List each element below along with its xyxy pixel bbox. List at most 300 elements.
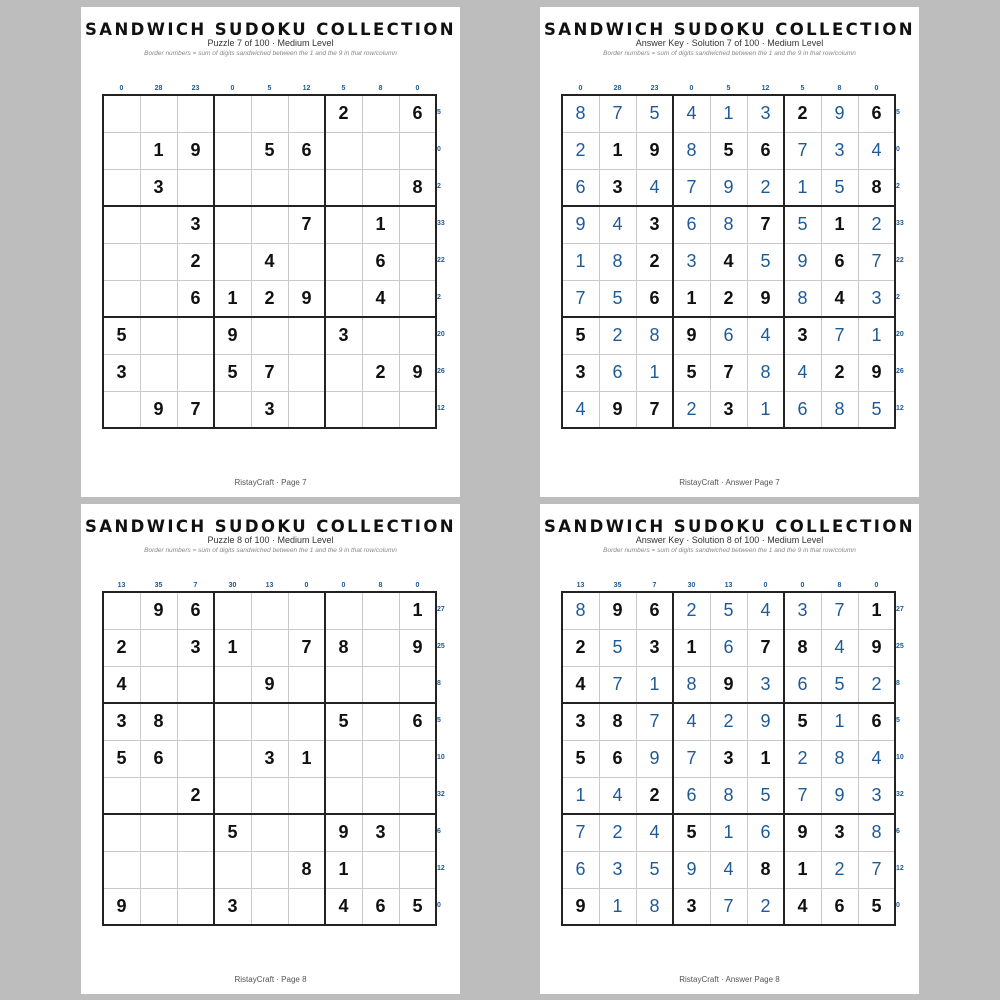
sudoku-cell: 9 <box>797 251 808 271</box>
sudoku-cell: 4 <box>797 362 808 382</box>
sudoku-cell: 8 <box>834 748 845 768</box>
sudoku-cell: 5 <box>723 600 734 620</box>
sudoku-cell: 5 <box>227 822 238 842</box>
sudoku-cell <box>399 814 436 851</box>
sudoku-cell: 5 <box>871 896 882 916</box>
sudoku-cell: 2 <box>264 288 275 308</box>
sudoku-cell <box>103 243 140 280</box>
sudoku-cell: 7 <box>190 399 201 419</box>
sudoku-cell <box>214 703 251 740</box>
sudoku-cell: 1 <box>375 214 386 234</box>
sudoku-grid <box>562 95 895 428</box>
row-clue: 5 <box>437 109 441 116</box>
sudoku-cell <box>325 592 362 629</box>
sudoku-cell: 7 <box>264 362 275 382</box>
sudoku-cell: 8 <box>649 896 660 916</box>
sudoku-cell <box>362 169 399 206</box>
row-clue: 0 <box>896 902 900 909</box>
row-clue: 8 <box>896 680 900 687</box>
sudoku-cell: 5 <box>834 177 845 197</box>
column-clue: 0 <box>230 85 235 92</box>
sudoku-cell <box>140 280 177 317</box>
sudoku-cell: 1 <box>153 140 164 160</box>
sudoku-cell: 7 <box>797 140 808 160</box>
sudoku-cell: 6 <box>575 859 586 879</box>
collection-title: SANDWICH SUDOKU COLLECTION <box>85 517 456 536</box>
column-clue: 23 <box>650 85 659 92</box>
sudoku-cell: 1 <box>338 859 349 879</box>
rule-note: Border numbers = sum of digits sandwiched between the 1 and the 9 in that row/column <box>144 547 397 554</box>
column-clue: 0 <box>800 582 805 589</box>
sudoku-cell: 8 <box>871 177 882 197</box>
sudoku-cell: 3 <box>116 362 127 382</box>
sudoku-cell: 5 <box>760 251 771 271</box>
row-clue: 27 <box>437 606 445 613</box>
sudoku-cell: 1 <box>686 637 697 657</box>
sudoku-cell: 2 <box>649 251 660 271</box>
row-clue: 32 <box>896 791 904 798</box>
sudoku-cell: 2 <box>190 785 201 805</box>
column-clue: 12 <box>302 85 311 92</box>
sudoku-cell: 9 <box>412 362 423 382</box>
sudoku-cell <box>288 317 325 354</box>
sudoku-cell: 1 <box>575 251 586 271</box>
sudoku-cell: 9 <box>338 822 349 842</box>
column-clue: 28 <box>613 85 622 92</box>
sudoku-cell: 3 <box>375 822 386 842</box>
row-clue: 0 <box>437 902 441 909</box>
sudoku-cell <box>251 814 288 851</box>
sudoku-cell: 9 <box>871 637 882 657</box>
row-clue: 33 <box>896 220 904 227</box>
sudoku-cell <box>214 666 251 703</box>
sudoku-cell <box>325 132 362 169</box>
sudoku-cell <box>288 703 325 740</box>
page-subtitle: Answer Key · Solution 8 of 100 · Medium Level <box>635 535 824 545</box>
sudoku-cell <box>214 132 251 169</box>
column-clue: 30 <box>228 582 237 589</box>
sudoku-cell <box>214 740 251 777</box>
sudoku-cell: 6 <box>575 177 586 197</box>
sudoku-cell: 6 <box>375 251 386 271</box>
sudoku-cell <box>177 354 214 391</box>
sudoku-cell: 9 <box>723 674 734 694</box>
sudoku-cell: 8 <box>686 674 697 694</box>
row-clue: 26 <box>437 368 445 375</box>
sudoku-cell: 2 <box>760 896 771 916</box>
sudoku-cell <box>325 169 362 206</box>
sudoku-cell: 7 <box>797 785 808 805</box>
sudoku-cell <box>103 391 140 428</box>
sudoku-cell <box>399 132 436 169</box>
row-clue: 27 <box>896 606 904 613</box>
sudoku-cell <box>103 169 140 206</box>
sudoku-cell: 2 <box>686 399 697 419</box>
sudoku-cell: 1 <box>686 288 697 308</box>
sudoku-cell: 9 <box>686 859 697 879</box>
row-clue: 12 <box>437 405 445 412</box>
sudoku-cell: 4 <box>723 251 734 271</box>
sudoku-cell: 2 <box>871 214 882 234</box>
column-clue: 0 <box>763 582 768 589</box>
sudoku-cell: 3 <box>153 177 164 197</box>
sudoku-cell: 1 <box>797 859 808 879</box>
sudoku-cell: 9 <box>575 214 586 234</box>
sudoku-cell: 5 <box>575 325 586 345</box>
sudoku-cell <box>214 391 251 428</box>
sudoku-cell: 5 <box>797 214 808 234</box>
sudoku-cell: 4 <box>871 140 882 160</box>
sudoku-cell: 4 <box>649 177 660 197</box>
page-footer: RistayCraft · Page 8 <box>234 975 307 984</box>
sudoku-cell: 7 <box>834 600 845 620</box>
sudoku-cell: 2 <box>575 637 586 657</box>
sudoku-cell: 2 <box>116 637 127 657</box>
sudoku-cell <box>214 243 251 280</box>
sudoku-cell: 9 <box>301 288 312 308</box>
sudoku-cell <box>251 317 288 354</box>
sudoku-cell: 9 <box>153 600 164 620</box>
sudoku-cell: 2 <box>649 785 660 805</box>
sudoku-cell: 2 <box>612 325 623 345</box>
sudoku-cell: 2 <box>338 103 349 123</box>
sudoku-cell: 9 <box>116 896 127 916</box>
sudoku-cell: 7 <box>301 214 312 234</box>
sudoku-cell: 9 <box>723 177 734 197</box>
column-clue: 8 <box>378 582 383 589</box>
page-subtitle: Puzzle 7 of 100 · Medium Level <box>207 38 334 48</box>
sudoku-cell: 2 <box>686 600 697 620</box>
column-clue: 5 <box>341 85 346 92</box>
row-clue: 2 <box>896 183 900 190</box>
sudoku-cell: 4 <box>871 748 882 768</box>
column-clue: 35 <box>154 582 163 589</box>
column-clue: 5 <box>267 85 272 92</box>
sudoku-grid <box>562 592 895 925</box>
sudoku-cell <box>288 814 325 851</box>
row-clue: 20 <box>437 331 445 338</box>
sudoku-cell: 6 <box>686 214 697 234</box>
sudoku-cell: 8 <box>797 288 808 308</box>
sudoku-cell <box>325 243 362 280</box>
puzzle-page-8 <box>81 504 460 994</box>
sudoku-cell <box>251 777 288 814</box>
sudoku-cell <box>103 95 140 132</box>
sudoku-cell: 2 <box>834 362 845 382</box>
sudoku-cell: 5 <box>649 859 660 879</box>
sudoku-cell: 5 <box>338 711 349 731</box>
column-clue: 0 <box>341 582 346 589</box>
sudoku-cell: 6 <box>190 288 201 308</box>
row-clue: 12 <box>896 865 904 872</box>
sudoku-cell: 1 <box>649 362 660 382</box>
sudoku-cell: 7 <box>612 103 623 123</box>
sudoku-cell <box>288 243 325 280</box>
sudoku-cell: 7 <box>834 325 845 345</box>
sudoku-cell: 7 <box>301 637 312 657</box>
sudoku-cell <box>140 354 177 391</box>
sudoku-cell: 5 <box>116 325 127 345</box>
sudoku-cell: 4 <box>264 251 275 271</box>
sudoku-cell: 9 <box>686 325 697 345</box>
column-clue: 8 <box>837 582 842 589</box>
sudoku-cell <box>214 169 251 206</box>
puzzle-page-7 <box>81 7 460 497</box>
row-clue: 22 <box>437 257 445 264</box>
sudoku-cell: 6 <box>412 711 423 731</box>
sudoku-cell: 3 <box>190 214 201 234</box>
rule-note: Border numbers = sum of digits sandwiched between the 1 and the 9 in that row/column <box>603 547 856 554</box>
sudoku-cell <box>214 95 251 132</box>
sudoku-cell <box>362 777 399 814</box>
row-clue: 5 <box>896 717 900 724</box>
sudoku-cell: 9 <box>575 896 586 916</box>
sudoku-cell: 8 <box>723 785 734 805</box>
row-clue: 33 <box>437 220 445 227</box>
sudoku-cell: 7 <box>760 637 771 657</box>
sudoku-cell <box>140 95 177 132</box>
sudoku-cell: 7 <box>760 214 771 234</box>
sudoku-cell: 6 <box>649 288 660 308</box>
sudoku-cell: 6 <box>153 748 164 768</box>
sudoku-cell: 4 <box>834 288 845 308</box>
sudoku-cell: 9 <box>190 140 201 160</box>
column-clue: 5 <box>726 85 731 92</box>
sudoku-cell <box>251 888 288 925</box>
sudoku-cell: 3 <box>264 748 275 768</box>
column-clue: 13 <box>576 582 585 589</box>
answer-page-7 <box>540 7 919 497</box>
sudoku-cell: 1 <box>301 748 312 768</box>
column-clue: 0 <box>874 85 879 92</box>
sudoku-cell: 2 <box>190 251 201 271</box>
sudoku-cell <box>177 740 214 777</box>
column-clue: 0 <box>689 85 694 92</box>
collection-title: SANDWICH SUDOKU COLLECTION <box>544 517 915 536</box>
sudoku-cell: 8 <box>760 859 771 879</box>
sudoku-cell: 3 <box>723 748 734 768</box>
sudoku-cell: 1 <box>871 600 882 620</box>
sudoku-grid <box>103 592 436 925</box>
sudoku-cell: 2 <box>834 859 845 879</box>
sudoku-cell <box>399 851 436 888</box>
sudoku-cell: 7 <box>723 362 734 382</box>
sudoku-cell: 1 <box>871 325 882 345</box>
sudoku-cell: 9 <box>227 325 238 345</box>
sudoku-cell: 5 <box>686 362 697 382</box>
row-clue: 2 <box>437 294 441 301</box>
sudoku-cell <box>362 95 399 132</box>
row-clue: 26 <box>896 368 904 375</box>
sudoku-cell: 3 <box>612 177 623 197</box>
sudoku-cell: 9 <box>871 362 882 382</box>
sudoku-cell: 4 <box>612 785 623 805</box>
sudoku-cell: 5 <box>612 288 623 308</box>
sudoku-cell: 6 <box>649 600 660 620</box>
sudoku-cell: 9 <box>153 399 164 419</box>
sudoku-cell: 8 <box>301 859 312 879</box>
sudoku-cell <box>140 777 177 814</box>
sudoku-cell: 9 <box>612 600 623 620</box>
row-clue: 6 <box>437 828 441 835</box>
sudoku-cell <box>140 888 177 925</box>
row-clue: 6 <box>896 828 900 835</box>
sudoku-cell: 3 <box>834 822 845 842</box>
sudoku-cell: 6 <box>686 785 697 805</box>
row-clue: 5 <box>437 717 441 724</box>
sudoku-cell <box>214 851 251 888</box>
sudoku-cell: 6 <box>871 103 882 123</box>
sudoku-cell: 4 <box>686 103 697 123</box>
sudoku-cell <box>103 851 140 888</box>
sudoku-cell <box>251 592 288 629</box>
page-footer: RistayCraft · Page 7 <box>234 478 307 487</box>
row-clue: 12 <box>896 405 904 412</box>
sudoku-cell: 1 <box>612 140 623 160</box>
page-subtitle: Answer Key · Solution 7 of 100 · Medium Level <box>635 38 824 48</box>
sudoku-cell: 4 <box>612 214 623 234</box>
sudoku-cell <box>103 280 140 317</box>
column-clue: 0 <box>304 582 309 589</box>
sudoku-cell <box>251 206 288 243</box>
sudoku-cell: 6 <box>834 251 845 271</box>
column-clue: 0 <box>578 85 583 92</box>
row-clue: 25 <box>437 643 445 650</box>
sudoku-cell: 6 <box>301 140 312 160</box>
column-clue: 8 <box>378 85 383 92</box>
sudoku-cell <box>325 280 362 317</box>
sudoku-cell: 1 <box>723 103 734 123</box>
column-clue: 23 <box>191 85 200 92</box>
sudoku-cell <box>177 814 214 851</box>
sudoku-cell: 9 <box>834 785 845 805</box>
sudoku-cell <box>399 280 436 317</box>
sudoku-cell <box>177 169 214 206</box>
sudoku-cell <box>362 629 399 666</box>
sudoku-cell: 8 <box>649 325 660 345</box>
sudoku-cell <box>103 132 140 169</box>
sudoku-cell <box>362 132 399 169</box>
sudoku-cell: 5 <box>412 896 423 916</box>
sudoku-cell: 7 <box>649 711 660 731</box>
sudoku-cell: 3 <box>834 140 845 160</box>
row-clue: 0 <box>437 146 441 153</box>
sudoku-cell: 3 <box>797 600 808 620</box>
column-clue: 13 <box>724 582 733 589</box>
sudoku-cell: 6 <box>834 896 845 916</box>
sudoku-cell: 5 <box>612 637 623 657</box>
sudoku-cell: 6 <box>797 399 808 419</box>
sudoku-cell: 8 <box>575 103 586 123</box>
sudoku-cell: 5 <box>116 748 127 768</box>
sudoku-cell: 8 <box>153 711 164 731</box>
sudoku-cell <box>288 666 325 703</box>
sudoku-cell: 9 <box>264 674 275 694</box>
sudoku-cell <box>103 777 140 814</box>
sudoku-cell <box>288 95 325 132</box>
sudoku-cell: 3 <box>575 711 586 731</box>
sudoku-cell: 4 <box>760 600 771 620</box>
sudoku-cell: 5 <box>797 711 808 731</box>
sudoku-cell: 7 <box>649 399 660 419</box>
sudoku-cell: 8 <box>723 214 734 234</box>
sudoku-cell: 1 <box>834 214 845 234</box>
sudoku-cell: 5 <box>834 674 845 694</box>
sudoku-cell: 3 <box>612 859 623 879</box>
sudoku-cell: 4 <box>338 896 349 916</box>
sudoku-cell: 6 <box>760 140 771 160</box>
sudoku-cell: 6 <box>375 896 386 916</box>
column-clue: 35 <box>613 582 622 589</box>
sudoku-cell: 1 <box>575 785 586 805</box>
sudoku-cell: 8 <box>834 399 845 419</box>
sudoku-cell <box>325 391 362 428</box>
sudoku-cell <box>177 703 214 740</box>
sudoku-cell <box>214 206 251 243</box>
sudoku-cell <box>251 169 288 206</box>
sudoku-cell: 6 <box>871 711 882 731</box>
column-clue: 0 <box>874 582 879 589</box>
column-clue: 12 <box>761 85 770 92</box>
sudoku-cell: 6 <box>412 103 423 123</box>
sudoku-cell: 7 <box>612 674 623 694</box>
sudoku-cell: 9 <box>797 822 808 842</box>
sudoku-cell: 5 <box>227 362 238 382</box>
sudoku-cell: 2 <box>375 362 386 382</box>
sudoku-cell: 2 <box>871 674 882 694</box>
sudoku-cell <box>325 777 362 814</box>
sudoku-cell: 7 <box>686 177 697 197</box>
sudoku-cell <box>288 777 325 814</box>
sudoku-cell: 1 <box>760 399 771 419</box>
sudoku-cell <box>399 666 436 703</box>
sudoku-cell: 8 <box>412 177 423 197</box>
sudoku-cell <box>140 206 177 243</box>
sudoku-cell <box>103 814 140 851</box>
sudoku-cell: 1 <box>834 711 845 731</box>
column-clue: 0 <box>119 85 124 92</box>
sudoku-cell: 6 <box>612 362 623 382</box>
sudoku-cell <box>399 317 436 354</box>
sudoku-cell: 7 <box>575 288 586 308</box>
sudoku-cell: 9 <box>760 288 771 308</box>
sudoku-cell: 1 <box>612 896 623 916</box>
sudoku-cell: 2 <box>575 140 586 160</box>
sudoku-cell: 4 <box>723 859 734 879</box>
sudoku-cell: 5 <box>649 103 660 123</box>
sudoku-cell: 3 <box>116 711 127 731</box>
sudoku-cell: 3 <box>871 785 882 805</box>
page-footer: RistayCraft · Answer Page 8 <box>679 975 780 984</box>
sudoku-cell: 5 <box>686 822 697 842</box>
sudoku-cell: 5 <box>723 140 734 160</box>
sudoku-cell <box>288 592 325 629</box>
sudoku-cell: 2 <box>723 288 734 308</box>
sudoku-cell: 3 <box>723 399 734 419</box>
sudoku-cell: 4 <box>797 896 808 916</box>
column-clue: 0 <box>415 582 420 589</box>
sudoku-cell <box>288 169 325 206</box>
sudoku-cell <box>140 317 177 354</box>
sudoku-cell: 6 <box>760 822 771 842</box>
sudoku-cell: 6 <box>723 637 734 657</box>
sudoku-cell: 8 <box>871 822 882 842</box>
column-clue: 30 <box>687 582 696 589</box>
sudoku-cell <box>251 95 288 132</box>
sudoku-cell: 5 <box>575 748 586 768</box>
sudoku-cell: 3 <box>797 325 808 345</box>
sudoku-cell <box>214 592 251 629</box>
